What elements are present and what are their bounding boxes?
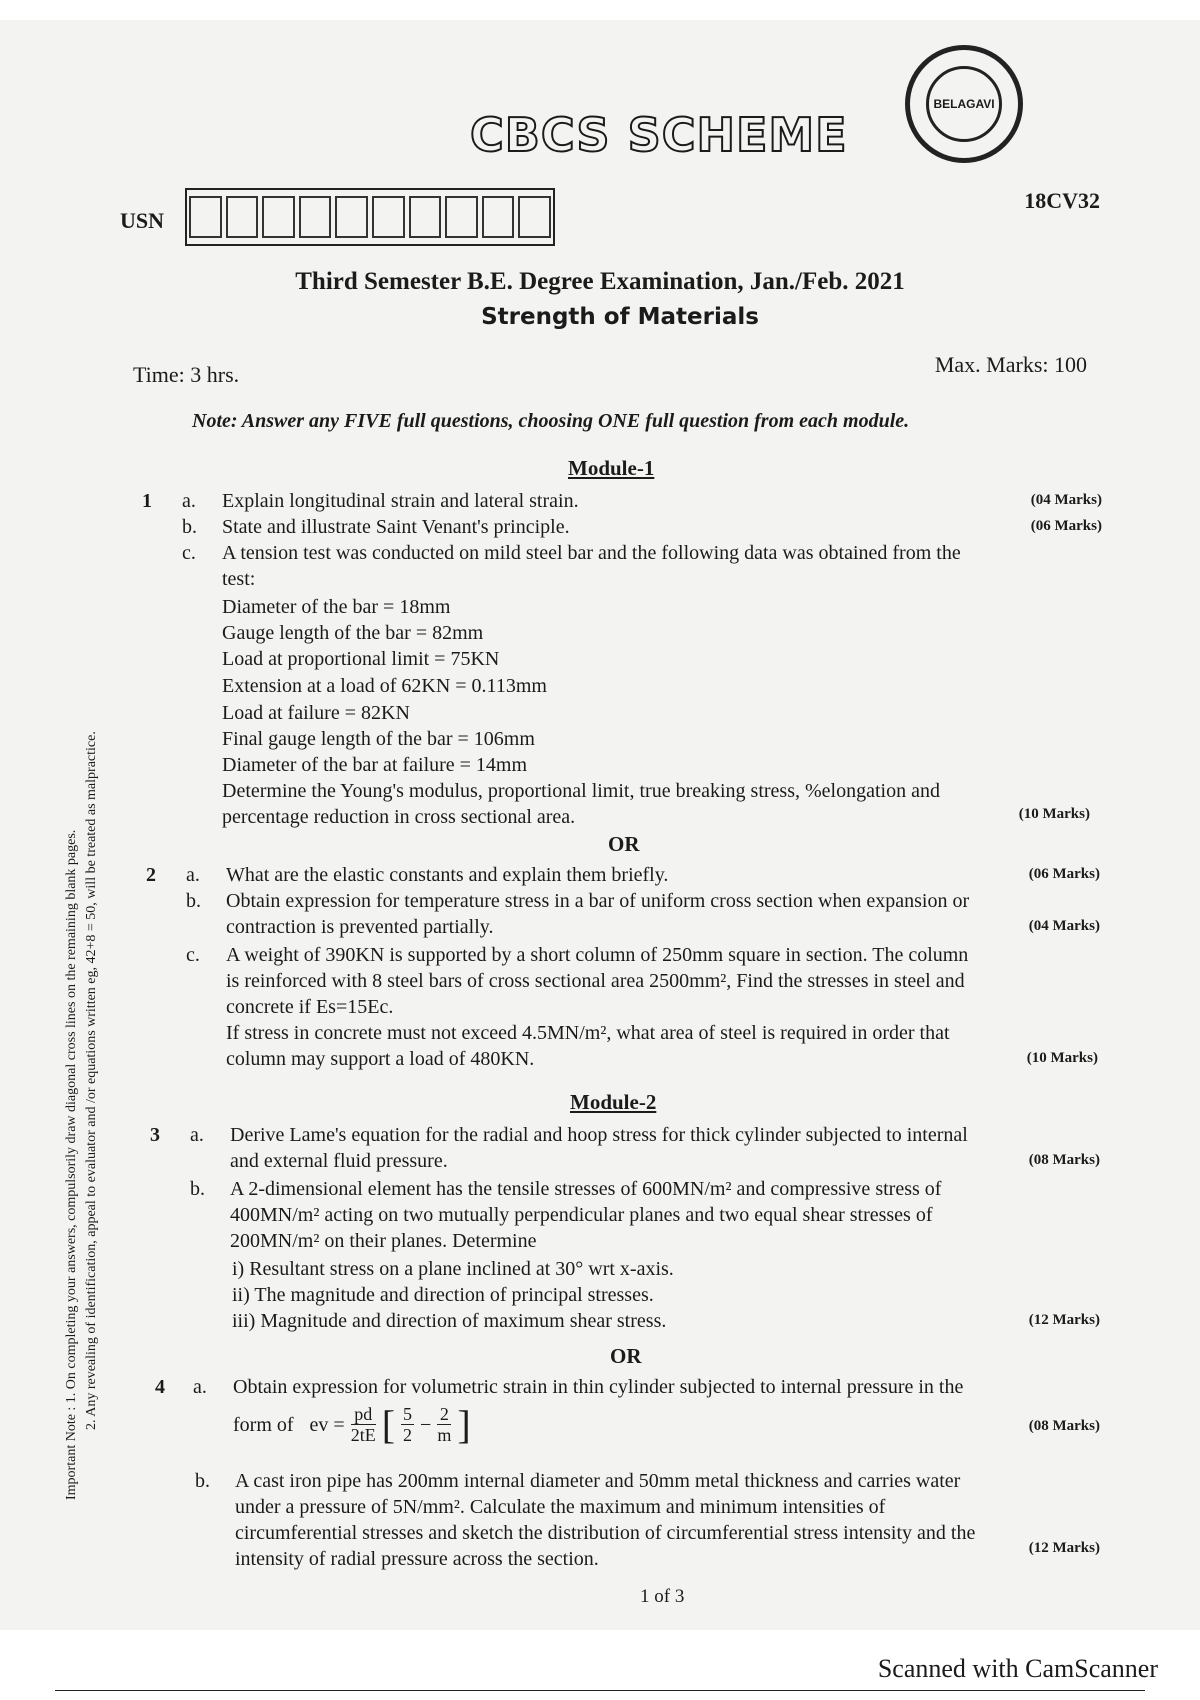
fraction-pd-2tE [351, 1404, 376, 1445]
fraction-2-m [437, 1404, 451, 1445]
question-number: 3 [150, 1124, 160, 1146]
or-separator: OR [608, 832, 640, 856]
important-note-line-2: 2. Any revealing of identification, appeal to evaluator and /or equations written eg, 42+8 = 50, will be treated as malpractice. [84, 731, 99, 1430]
usn-cell [335, 196, 368, 238]
question-text: percentage reduction in cross sectional area. [222, 806, 576, 828]
part-label: b. [186, 890, 201, 912]
usn-label: USN [120, 208, 165, 233]
data-line: Load at proportional limit = 75KN [222, 648, 500, 670]
usn-box [185, 188, 555, 246]
left-bracket: [ [381, 1401, 396, 1447]
part-label: b. [190, 1178, 205, 1200]
question-text: intensity of radial pressure across the section. [235, 1548, 599, 1570]
part-label: a. [193, 1376, 207, 1398]
question-text: 400MN/m² acting on two mutually perpendicular planes and two equal shear stresses of [230, 1204, 933, 1226]
ev-symbol: ev = [309, 1413, 345, 1436]
marks-label: (04 Marks) [1028, 918, 1100, 934]
max-marks: Max. Marks: 100 [934, 352, 1087, 377]
usn-cell [482, 196, 515, 238]
question-text: State and illustrate Saint Venant's principle. [222, 516, 570, 538]
question-text: Obtain expression for volumetric strain in thin cylinder subjected to internal pressure in the [233, 1376, 964, 1398]
sub-part: iii) Magnitude and direction of maximum shear stress. [232, 1310, 667, 1332]
usn-cell [299, 196, 332, 238]
fraction-5-2 [401, 1404, 414, 1445]
question-text: A 2-dimensional element has the tensile stresses of 600MN/m² and compressive stress of [230, 1178, 942, 1200]
question-text: is reinforced with 8 steel bars of cross sectional area 2500mm², Find the stresses in steel and [226, 970, 965, 992]
marks-label: (08 Marks) [1028, 1418, 1100, 1434]
bottom-divider [55, 1690, 1145, 1691]
exam-title: Third Semester B.E. Degree Examination, Jan./Feb. 2021 [295, 268, 905, 295]
question-text: A cast iron pipe has 200mm internal diameter and 50mm metal thickness and carries water [235, 1470, 961, 1492]
marks-label: (12 Marks) [1028, 1312, 1100, 1328]
part-label: c. [182, 542, 196, 564]
usn-cell [445, 196, 478, 238]
question-text: Obtain expression for temperature stress in a bar of uniform cross section when expansion or [226, 890, 970, 912]
part-label: c. [186, 944, 200, 966]
subject-code: 18CV32 [1024, 188, 1100, 213]
fraction-numerator: pd [351, 1404, 376, 1425]
usn-cell [189, 196, 222, 238]
usn-cell [262, 196, 295, 238]
data-line: Final gauge length of the bar = 106mm [222, 728, 535, 750]
marks-label: (10 Marks) [1018, 806, 1090, 822]
right-bracket: ] [457, 1401, 471, 1447]
college-seal [905, 45, 1023, 163]
question-text: and external fluid pressure. [230, 1150, 448, 1172]
question-text: What are the elastic constants and explain them briefly. [226, 864, 669, 886]
volumetric-strain-formula [233, 1401, 471, 1447]
question-text: A weight of 390KN is supported by a short column of 250mm square in section. The column [226, 944, 969, 966]
or-separator: OR [610, 1344, 642, 1368]
data-line: Diameter of the bar = 18mm [222, 596, 451, 618]
part-label: b. [195, 1470, 210, 1492]
page-number: 1 of 3 [640, 1586, 685, 1607]
minus-sign: − [420, 1413, 432, 1436]
question-text: A tension test was conducted on mild steel bar and the following data was obtained from the [222, 542, 961, 564]
marks-label: (06 Marks) [1028, 866, 1100, 882]
sub-part: ii) The magnitude and direction of principal stresses. [232, 1284, 654, 1306]
question-number: 2 [146, 864, 156, 886]
question-number: 1 [142, 490, 152, 512]
question-text: 200MN/m² on their planes. Determine [230, 1230, 537, 1252]
question-text: Derive Lame's equation for the radial and hoop stress for thick cylinder subjected to internal [230, 1124, 968, 1146]
question-text: Explain longitudinal strain and lateral strain. [222, 490, 579, 512]
fraction-denominator: 2tE [350, 1425, 376, 1445]
instructions-note: Note: Answer any FIVE full questions, choosing ONE full question from each module. [192, 410, 910, 432]
marks-label: (08 Marks) [1028, 1152, 1100, 1168]
form-of-text: form of [233, 1413, 294, 1436]
important-note-sidebar [62, 440, 102, 1500]
fraction-denominator: 2 [403, 1425, 413, 1445]
part-label: b. [182, 516, 197, 538]
question-text: under a pressure of 5N/mm². Calculate the maximum and minimum intensities of [235, 1496, 886, 1518]
part-label: a. [190, 1124, 204, 1146]
data-line: Extension at a load of 62KN = 0.113mm [222, 675, 547, 697]
data-line: Diameter of the bar at failure = 14mm [222, 754, 528, 776]
module-1-heading: Module-1 [568, 456, 655, 480]
module-2-heading: Module-2 [570, 1090, 657, 1114]
data-line: Gauge length of the bar = 82mm [222, 622, 484, 644]
usn-cell [518, 196, 551, 238]
fraction-numerator: 2 [437, 1404, 451, 1425]
question-text: contraction is prevented partially. [226, 916, 494, 938]
question-text: column may support a load of 480KN. [226, 1048, 535, 1070]
usn-cell [226, 196, 259, 238]
marks-label: (06 Marks) [1030, 518, 1102, 534]
fraction-numerator: 5 [403, 1404, 413, 1424]
scheme-title: CBCS SCHEME [470, 108, 848, 162]
question-number: 4 [155, 1376, 165, 1398]
seal-text: BELAGAVI [933, 97, 995, 111]
question-text: test: [222, 568, 256, 590]
part-label: a. [186, 864, 200, 886]
part-label: a. [182, 490, 196, 512]
time-allowed: Time: 3 hrs. [133, 362, 240, 387]
important-note-line-1: Important Note : 1. On completing your answers, compulsorily draw diagonal cross lines on the remaining blank pages. [64, 829, 79, 1500]
fraction-denominator: m [437, 1425, 452, 1445]
question-text: If stress in concrete must not exceed 4.5MN/m², what area of steel is required in order that [226, 1022, 950, 1044]
usn-cell [409, 196, 442, 238]
data-line: Load at failure = 82KN [222, 702, 410, 724]
marks-label: (10 Marks) [1026, 1050, 1098, 1066]
marks-label: (04 Marks) [1030, 492, 1102, 508]
question-text: circumferential stresses and sketch the distribution of circumferential stress intensity and the [235, 1522, 976, 1544]
question-text: concrete if Es=15Ec. [226, 996, 394, 1018]
usn-cell [372, 196, 405, 238]
question-text: Determine the Young's modulus, proportional limit, true breaking stress, %elongation and [222, 780, 940, 802]
scanner-watermark: Scanned with CamScanner [877, 1654, 1158, 1683]
sub-part: i) Resultant stress on a plane inclined at 30° wrt x-axis. [232, 1258, 674, 1280]
seal-center [926, 66, 1002, 142]
marks-label: (12 Marks) [1028, 1540, 1100, 1556]
subject-title: Strength of Materials [481, 304, 759, 330]
